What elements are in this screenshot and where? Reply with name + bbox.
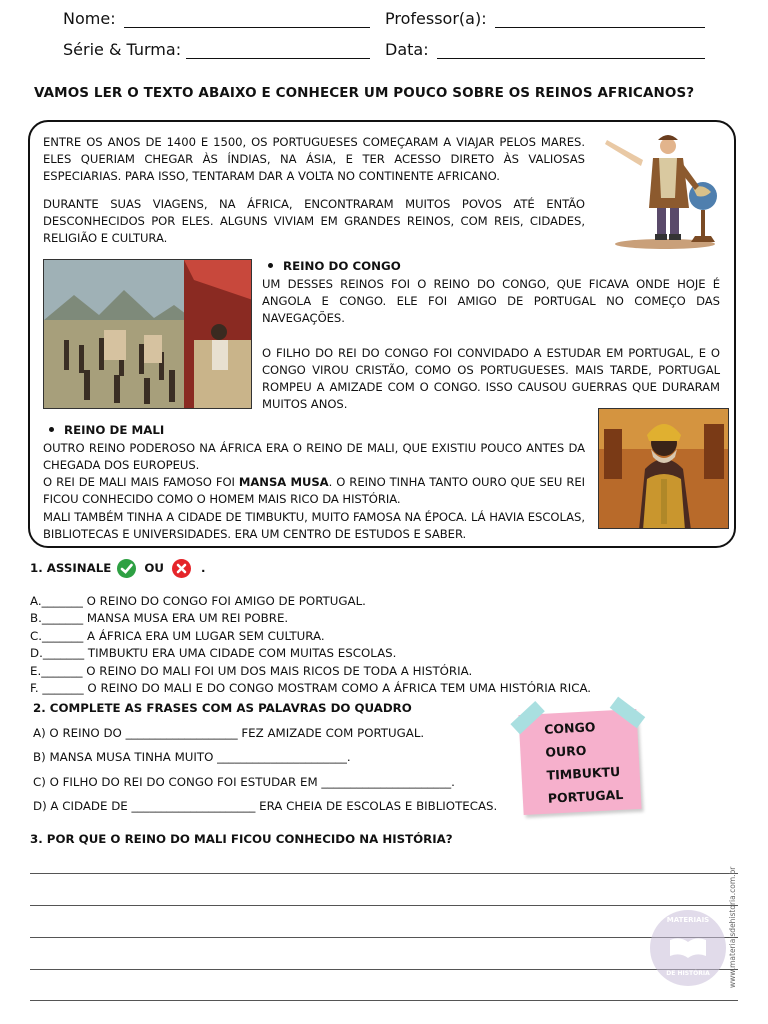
q1-title: [30, 559, 205, 577]
q1-item[interactable]: F. _______ O REINO DO MALI E DO CONGO MOSTRAM COMO A ÁFRICA TEM UMA HISTÓRIA RICA.: [30, 681, 592, 696]
date-label: Data:: [385, 40, 429, 59]
q1-item[interactable]: D._______ TIMBUKTU ERA UMA CIDADE COM MUITAS ESCOLAS.: [30, 646, 397, 661]
class-label: Série & Turma:: [63, 40, 182, 59]
mali-paragraph-2: [43, 474, 585, 508]
word-item: TIMBUKTU: [546, 763, 621, 783]
q2-title: 2. COMPLETE AS FRASES COM AS PALAVRAS DO QUADRO: [33, 701, 412, 715]
q1-item[interactable]: B._______ MANSA MUSA ERA UM REI POBRE.: [30, 611, 289, 626]
mali-p2-start: O REI DE MALI MAIS FAMOSO FOI: [43, 475, 239, 489]
class-field[interactable]: [186, 58, 370, 59]
name-label: Nome:: [63, 9, 116, 28]
date-field[interactable]: [437, 58, 705, 59]
mansa-musa-portrait: [598, 408, 729, 529]
answer-line[interactable]: [30, 969, 738, 970]
answer-line[interactable]: [30, 1000, 738, 1001]
q2-item[interactable]: C) O FILHO DO REI DO CONGO FOI ESTUDAR EM ______________________.: [33, 775, 455, 789]
congo-paragraph-2: O FILHO DO REI DO CONGO FOI CONVIDADO A ESTUDAR EM PORTUGAL, E O CONGO VIROU CRISTÃO, COMO OS PORTUGUESES. MAIS TARDE, PORTUGAL ROMPEU A AMIZADE COM O CONGO. ISSO CAUSOU GUERRAS QUE DURARAM MUITOS ANOS.: [262, 345, 720, 412]
q1-or: OU: [144, 561, 164, 575]
page-title: VAMOS LER O TEXTO ABAIXO E CONHECER UM POUCO SOBRE OS REINOS AFRICANOS?: [34, 85, 695, 101]
q1-list: [30, 593, 591, 697]
congo-paragraph-1: UM DESSES REINOS FOI O REINO DO CONGO, QUE FICAVA ONDE HOJE É ANGOLA E CONGO. ELE FOI AMIGO DE PORTUGAL NO COMEÇO DAS NAVEGAÇÕES.: [262, 277, 720, 326]
q1-title-text: 1. ASSINALE: [30, 561, 112, 575]
word-item: OURO: [545, 742, 587, 760]
mali-title: REINO DE MALI: [64, 423, 165, 437]
watermark-url: www.materiaisdehistoria.com.br: [728, 866, 737, 988]
intro-paragraph-1: ENTRE OS ANOS DE 1400 E 1500, OS PORTUGUESES COMEÇARAM A VIAJAR PELOS MARES. ELES QUERIAM CHEGAR ÀS ÍNDIAS, NA ÁSIA, E TER ACESSO DIRETO ÀS VALIOSAS ESPECIARIAS. PARA ISSO, TENTARAM DAR A VOLTA NO CONTINENTE AFRICANO.: [43, 135, 585, 184]
mali-paragraph-3: MALI TAMBÉM TINHA A CIDADE DE TIMBUKTU, MUITO FAMOSA NA ÉPOCA. LÁ HAVIA ESCOLAS, BIBLIOTECAS E UNIVERSIDADES. ERA UM CENTRO DE ESTUDOS E SABER.: [43, 510, 585, 542]
q1-item[interactable]: C._______ A ÁFRICA ERA UM LUGAR SEM CULTURA.: [30, 628, 325, 643]
answer-line[interactable]: [30, 937, 738, 938]
q2-item[interactable]: B) MANSA MUSA TINHA MUITO ______________________.: [33, 750, 351, 764]
q1-period: .: [200, 561, 206, 575]
name-field[interactable]: [124, 27, 370, 28]
mali-section: [43, 423, 585, 474]
q2-item[interactable]: D) A CIDADE DE _____________________ ERA CHEIA DE ESCOLAS E BIBLIOTECAS.: [33, 799, 498, 813]
word-item: CONGO: [543, 719, 596, 737]
mali-p2-end: . O REINO TINHA TANTO OURO QUE SEU REI FICOU CONHECIDO COMO O HOMEM MAIS RICO DA HISTÓRIA.: [43, 475, 585, 507]
q3-title: 3. POR QUE O REINO DO MALI FICOU CONHECIDO NA HISTÓRIA?: [30, 832, 453, 846]
teacher-field[interactable]: [495, 27, 705, 28]
explorer-illustration: [603, 128, 721, 250]
check-icon: [117, 559, 136, 578]
watermark-logo-bottom: DE HISTÓRIA: [666, 970, 710, 977]
watermark-logo: [650, 910, 726, 986]
answer-line[interactable]: [30, 873, 738, 874]
watermark-logo-top: MATERIAIS: [666, 916, 710, 924]
mansa-musa-name: MANSA MUSA: [238, 475, 329, 489]
congo-section: [262, 259, 720, 413]
bullet-icon: [268, 263, 273, 268]
intro-paragraph-2: DURANTE SUAS VIAGENS, NA ÁFRICA, ENCONTRARAM MUITOS POVOS ATÉ ENTÃO DESCONHECIDOS POR ELES. ALGUNS VIVIAM EM GRANDES REINOS, COM REIS, CIDADES, RELIGIÃO E CULTURA.: [43, 197, 585, 246]
congo-heading: [262, 259, 720, 276]
x-icon: [172, 559, 191, 578]
teacher-label: Professor(a):: [385, 9, 487, 28]
q1-item[interactable]: E._______ O REINO DO MALI FOI UM DOS MAIS RICOS DE TODA A HISTÓRIA.: [30, 663, 473, 678]
congo-title: REINO DO CONGO: [283, 259, 401, 273]
word-item: PORTUGAL: [547, 786, 624, 806]
answer-line[interactable]: [30, 905, 738, 906]
word-box-note: [518, 709, 641, 815]
mali-paragraph-1: OUTRO REINO PODEROSO NA ÁFRICA ERA O REINO DE MALI, QUE EXISTIU POUCO ANTES DA CHEGADA DOS EUROPEUS.: [43, 441, 585, 473]
congo-painting: [43, 259, 252, 409]
q1-item[interactable]: A._______ O REINO DO CONGO FOI AMIGO DE PORTUGAL.: [30, 594, 366, 608]
bullet-icon: [49, 427, 54, 432]
mali-heading: [43, 423, 585, 440]
q2-item[interactable]: A) O REINO DO ___________________ FEZ AMIZADE COM PORTUGAL.: [33, 726, 425, 740]
